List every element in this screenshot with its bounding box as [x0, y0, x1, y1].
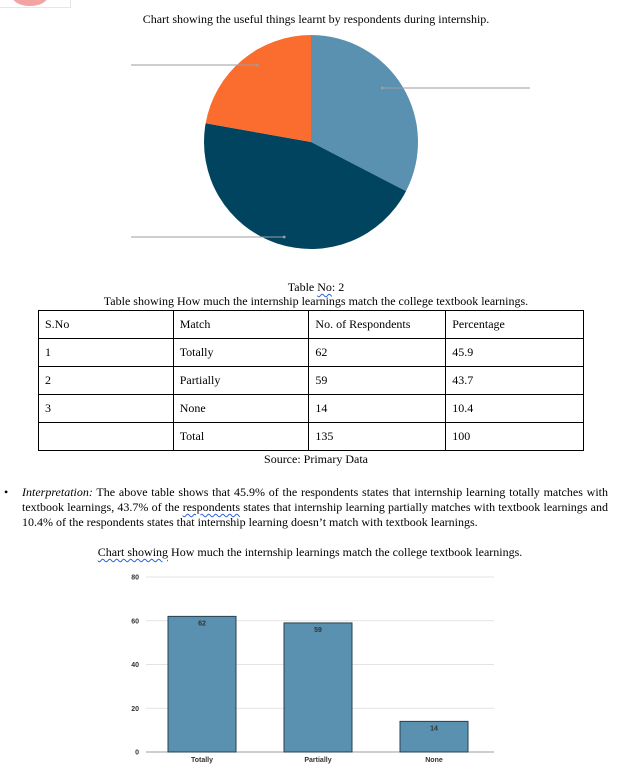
table-number-suffix: : 2	[331, 280, 345, 294]
table-cell: 59	[309, 367, 446, 395]
y-tick-label: 80	[131, 574, 139, 582]
x-tick-label: Partially	[304, 757, 332, 764]
header-cell: S.No	[39, 311, 174, 339]
table-number	[0, 280, 632, 294]
corner-artifact	[0, 0, 71, 8]
table-cell: 62	[309, 339, 446, 367]
partial-shape	[12, 0, 48, 6]
interpretation-paragraph	[4, 485, 609, 530]
bar-data-label: 62	[198, 620, 206, 628]
bullet-icon: •	[4, 485, 9, 499]
bar-chart	[0, 565, 632, 780]
table-total-row	[39, 423, 584, 451]
pie-leader-dot	[283, 236, 286, 239]
y-tick-label: 0	[135, 749, 139, 757]
header-cell: Percentage	[446, 311, 584, 339]
x-tick-label: Totally	[190, 757, 214, 764]
interpretation-label: Interpretation:	[22, 485, 93, 499]
table-cell: 2	[39, 367, 174, 395]
table-row	[39, 367, 584, 395]
pie-chart-caption: Chart showing the useful things learnt by respondents during internship.	[142, 12, 490, 26]
table-cell: 100	[446, 423, 584, 451]
bar-chart-caption	[0, 545, 626, 559]
table-cell: Total	[173, 423, 309, 451]
bar-caption-rest: How much the internship learnings match the college textbook learnings.	[168, 545, 523, 559]
bar-data-label: 14	[430, 725, 438, 733]
table-cell	[39, 423, 174, 451]
table-cell: Partially	[173, 367, 309, 395]
table-cell: 10.4	[446, 395, 584, 423]
y-tick-label: 20	[131, 705, 139, 713]
table-row	[39, 339, 584, 367]
table-cell: 14	[309, 395, 446, 423]
bar-partially	[284, 623, 352, 752]
data-table	[38, 310, 584, 451]
table-cell: 1	[39, 339, 174, 367]
pie-leader-dot	[381, 87, 384, 90]
y-tick-label: 40	[131, 662, 139, 669]
bar-caption-flagged: Chart showing	[97, 545, 169, 559]
table-cell: 45.9	[446, 339, 584, 367]
bar-data-label: 59	[314, 626, 322, 634]
y-tick-label: 60	[131, 618, 139, 626]
interpretation-text-1: The above table shows that 45.9% of the respondents states that internship learning totally matches with textbook learnings, 43.7% of the	[22, 485, 608, 514]
table-cell: None	[173, 395, 309, 423]
header-cell: No. of Respondents	[309, 311, 446, 339]
interpretation-text-2: states that internship learning partially matches with textbook learnings and 10.4% of the respondents states that internship learning doesn’t match with textbook learnings.	[22, 500, 609, 529]
pie-chart	[100, 30, 540, 260]
header-cell: Match	[173, 311, 309, 339]
table-cell: 43.7	[446, 367, 584, 395]
table-cell: Totally	[173, 339, 309, 367]
table-number-prefix: Table	[287, 280, 318, 294]
pie-slice-2	[206, 35, 311, 142]
bar-totally	[168, 616, 236, 752]
x-tick-label: None	[425, 757, 443, 764]
pie-leader-dot	[256, 64, 259, 67]
interpretation-flagged-word: respondents	[182, 500, 241, 514]
table-number-word: No	[317, 280, 332, 294]
source-note: Source: Primary Data	[264, 452, 368, 466]
pie-chart-svg	[100, 30, 540, 260]
table-cell: 135	[309, 423, 446, 451]
table-cell: 3	[39, 395, 174, 423]
table-header-row	[39, 311, 584, 339]
table-row	[39, 395, 584, 423]
table-caption: Table showing How much the internship learnings match the college textbook learnings.	[103, 294, 529, 308]
